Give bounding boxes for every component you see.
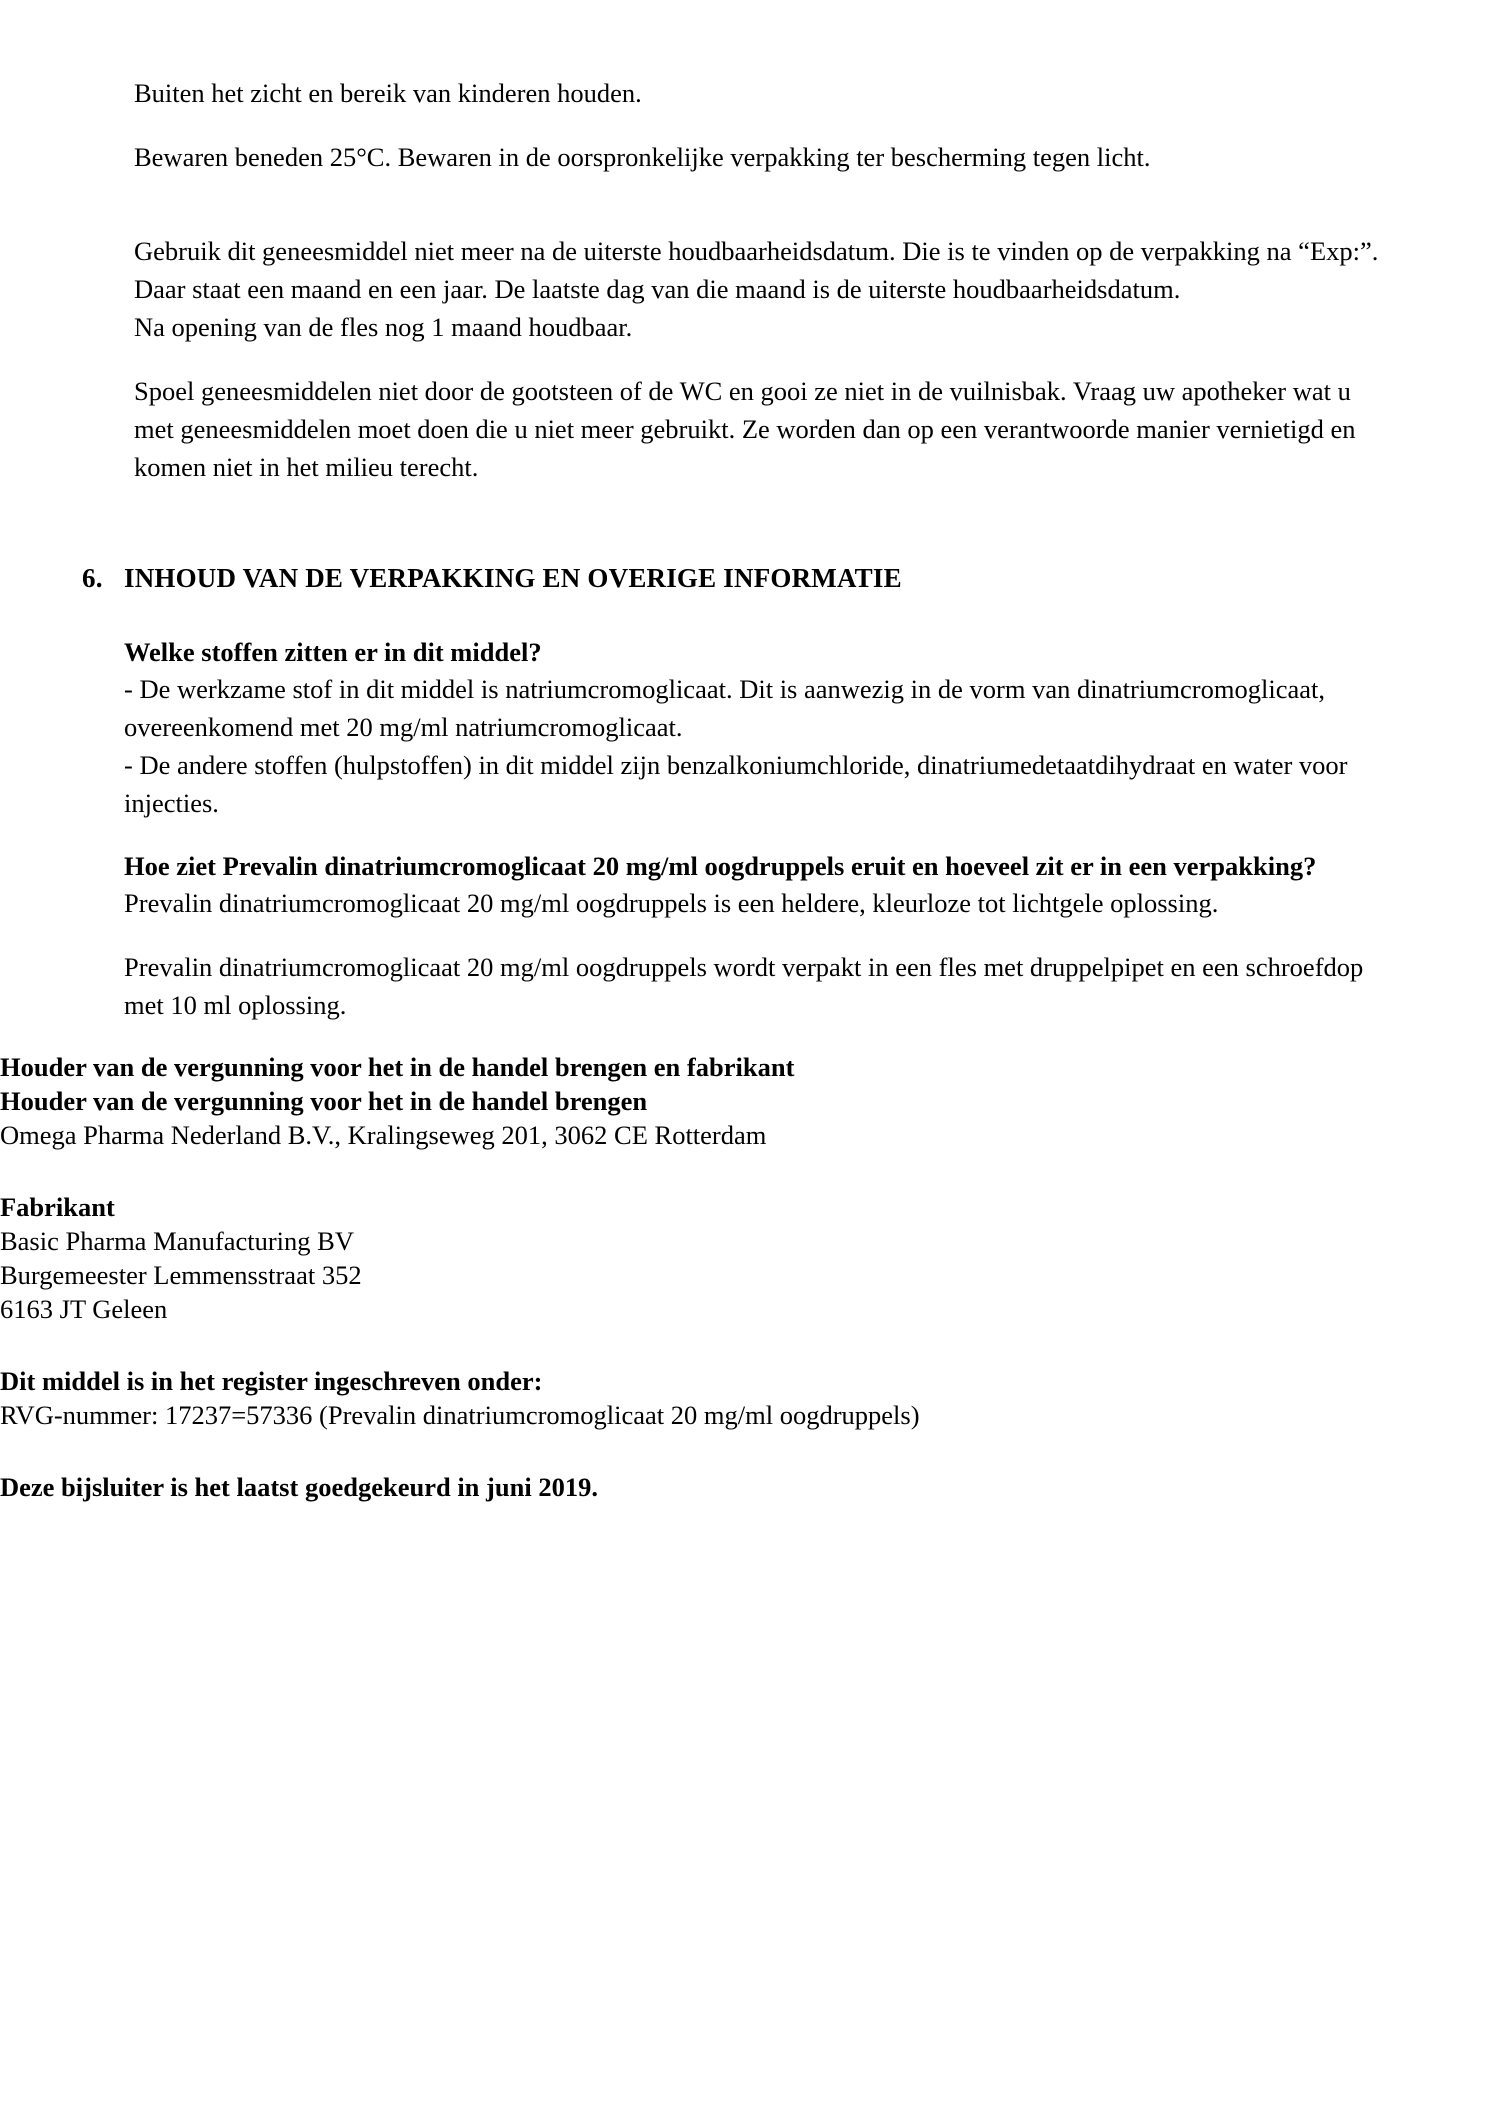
spacer [0,822,1494,848]
ingredients-active-substance: - De werkzame stof in dit middel is natriumcromoglicaat. Dit is aanwezig in de vorm van dinatriumcromoglicaat, overeenkomend met 20 mg/ml natriumcromoglicaat. [124,674,1325,742]
section-6-title: INHOUD VAN DE VERPAKKING EN OVERIGE INFORMATIE [124,563,902,593]
registration-heading: Dit middel is in het register ingeschreven onder: [0,1366,543,1396]
ingredients-heading: Welke stoffen zitten er in dit middel? [124,637,542,667]
spacer [0,1326,1494,1364]
spacer [0,596,1494,634]
top-spacer [0,0,1494,74]
storage-keep-out-of-reach: Buiten het zicht en bereik van kinderen houden. [134,78,642,108]
spacer [0,1152,1494,1190]
spacer [0,346,1494,372]
spacer [0,486,1494,560]
storage-disposal-paragraph: Spoel geneesmiddelen niet door de gootsteen of de WC en gooi ze niet in de vuilnisbak. Vraag uw apotheker wat u met geneesmiddelen moet doen die u niet meer gebruikt. Ze worden dan op een verantwoorde manier vernietigd en komen niet in het milieu terecht. [134,376,1356,482]
storage-after-opening: Na opening van de fles nog 1 maand houdbaar. [134,312,633,342]
manufacturer-line-2: Burgemeester Lemmensstraat 352 [0,1260,362,1290]
section-6-number: 6. [82,563,103,593]
section-6-heading [82,560,1494,596]
spacer [0,1432,1494,1470]
appearance-description: Prevalin dinatriumcromoglicaat 20 mg/ml oogdruppels is een heldere, kleurloze tot lichtgele oplossing. [124,888,1219,918]
manufacturer-line-3: 6163 JT Geleen [0,1294,168,1324]
spacer [0,1024,1494,1050]
license-holder-heading: Houder van de vergunning voor het in de handel brengen [0,1086,648,1116]
storage-conditions: Bewaren beneden 25°C. Bewaren in de oorspronkelijke verpakking ter bescherming tegen licht. [134,142,1151,172]
spacer [0,112,1494,138]
appearance-heading: Hoe ziet Prevalin dinatriumcromoglicaat 20 mg/ml oogdruppels eruit en hoeveel zit er in een verpakking? [124,851,1317,881]
spacer [0,922,1494,948]
manufacturer-line-1: Basic Pharma Manufacturing BV [0,1226,354,1256]
spacer [0,176,1494,232]
storage-expiry-paragraph: Gebruik dit geneesmiddel niet meer na de uiterste houdbaarheidsdatum. Die is te vinden op de verpakking na “Exp:”. Daar staat een maand en een jaar. De laatste dag van die maand is de uiterste houdbaarheidsdatum. [134,236,1379,304]
ingredients-excipients: - De andere stoffen (hulpstoffen) in dit middel zijn benzalkoniumchloride, dinatriumedetaatdihydraat en water voor injecties. [124,750,1348,818]
license-holder-heading-combined: Houder van de vergunning voor het in de handel brengen en fabrikant [0,1052,795,1082]
approval-date: Deze bijsluiter is het laatst goedgekeurd in juni 2019. [0,1472,598,1502]
manufacturer-heading: Fabrikant [0,1192,115,1222]
license-holder-address: Omega Pharma Nederland B.V., Kralingseweg 201, 3062 CE Rotterdam [0,1120,767,1150]
registration-number: RVG-nummer: 17237=57336 (Prevalin dinatriumcromoglicaat 20 mg/ml oogdruppels) [0,1400,920,1430]
appearance-packaging: Prevalin dinatriumcromoglicaat 20 mg/ml oogdruppels wordt verpakt in een fles met druppelpipet en een schroefdop met 10 ml oplossing. [124,952,1364,1020]
